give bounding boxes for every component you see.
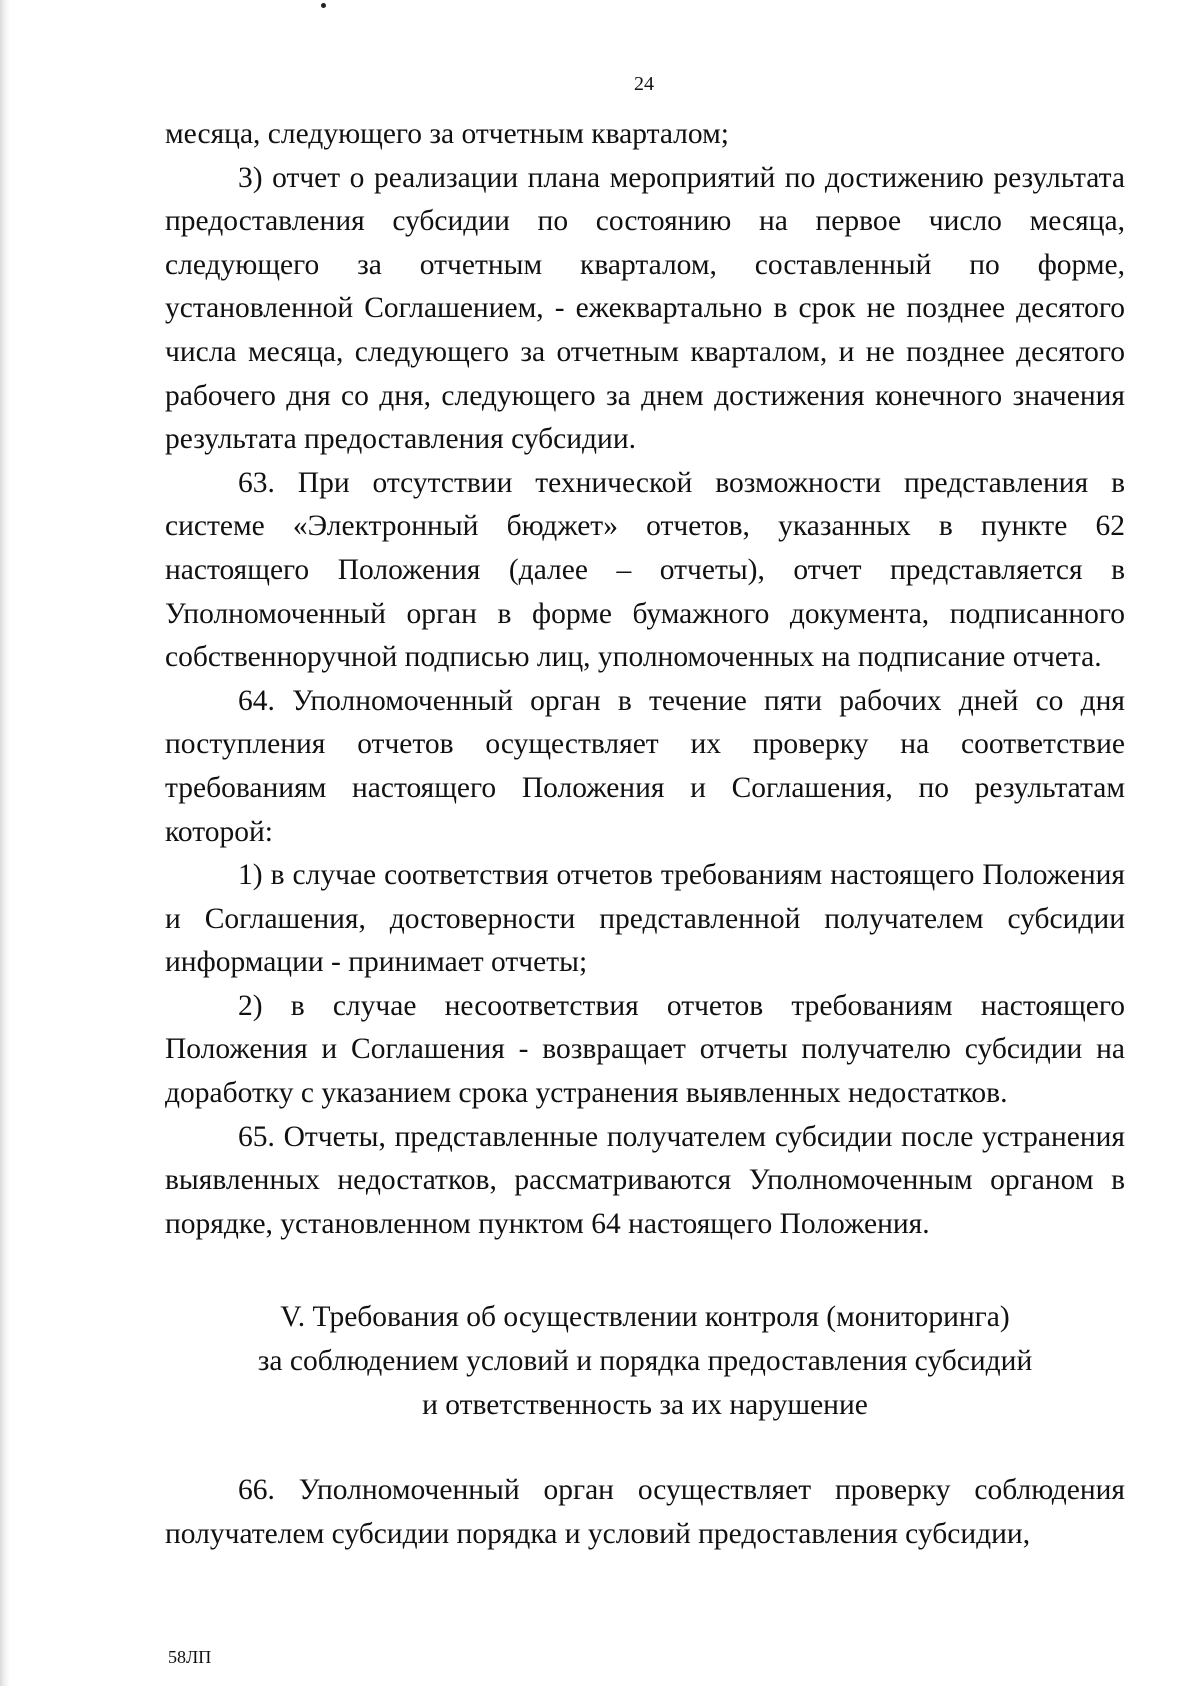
paragraph-64: 64. Уполномоченный орган в течение пяти рабочих дней со дня поступления отчетов осуществляет их проверку на соответствие требованиям настоящего Положения и Соглашения, по результатам которой: xyxy=(165,684,1125,848)
paragraph-65: 65. Отчеты, представленные получателем субсидии после устранения выявленных недостатков, рассматриваются Уполномоченным органом в порядке, установленном пунктом 64 настоящего Положения. xyxy=(165,1120,1125,1240)
paragraph-item-3: 3) отчет о реализации плана мероприятий по достижению результата предоставления субсидии по состоянию на первое число месяца, следующего за отчетным кварталом, составленный по форме, установленной Соглашением, - ежеквартально в срок не позднее десятого числа месяца, следующего за отчетным кварталом, и не позднее десятого рабочего дня со дня, следующего за днем достижения конечного значения результата предоставления субсидии. xyxy=(165,161,1125,456)
section-heading xyxy=(165,1296,1125,1427)
document-body xyxy=(165,113,1125,1556)
footer-document-code: 58ЛП xyxy=(168,1647,212,1667)
scan-edge-shadow xyxy=(0,0,10,1686)
section-heading-line-3: и ответственность за их нарушение xyxy=(422,1388,868,1421)
paragraph-continuation: месяца, следующего за отчетным кварталом; xyxy=(165,118,729,150)
page-number: 24 xyxy=(634,73,654,95)
paragraph-63: 63. При отсутствии технической возможности представления в системе «Электронный бюджет» отчетов, указанных в пункте 62 настоящего Положения (далее – отчеты), отчет представляется в Уполномоченный орган в форме бумажного документа, подписанного собственноручной подписью лиц, уполномоченных на подписание отчета. xyxy=(165,466,1125,674)
paragraph-64-item-2: 2) в случае несоответствия отчетов требованиям настоящего Положения и Соглашения - возвращает отчеты получателю субсидии на доработку с указанием срока устранения выявленных недостатков. xyxy=(165,989,1125,1110)
scan-speck xyxy=(321,3,326,8)
section-heading-line-1: V. Требования об осуществлении контроля (мониторинга) xyxy=(280,1301,1010,1334)
section-heading-line-2: за соблюдением условий и порядка предоставления субсидий xyxy=(257,1345,1033,1378)
paragraph-66: 66. Уполномоченный орган осуществляет проверку соблюдения получателем субсидии порядка и условий предоставления субсидии, xyxy=(165,1474,1125,1550)
paragraph-64-item-1: 1) в случае соответствия отчетов требованиям настоящего Положения и Соглашения, достоверности представленной получателем субсидии информации - принимает отчеты; xyxy=(165,859,1125,979)
